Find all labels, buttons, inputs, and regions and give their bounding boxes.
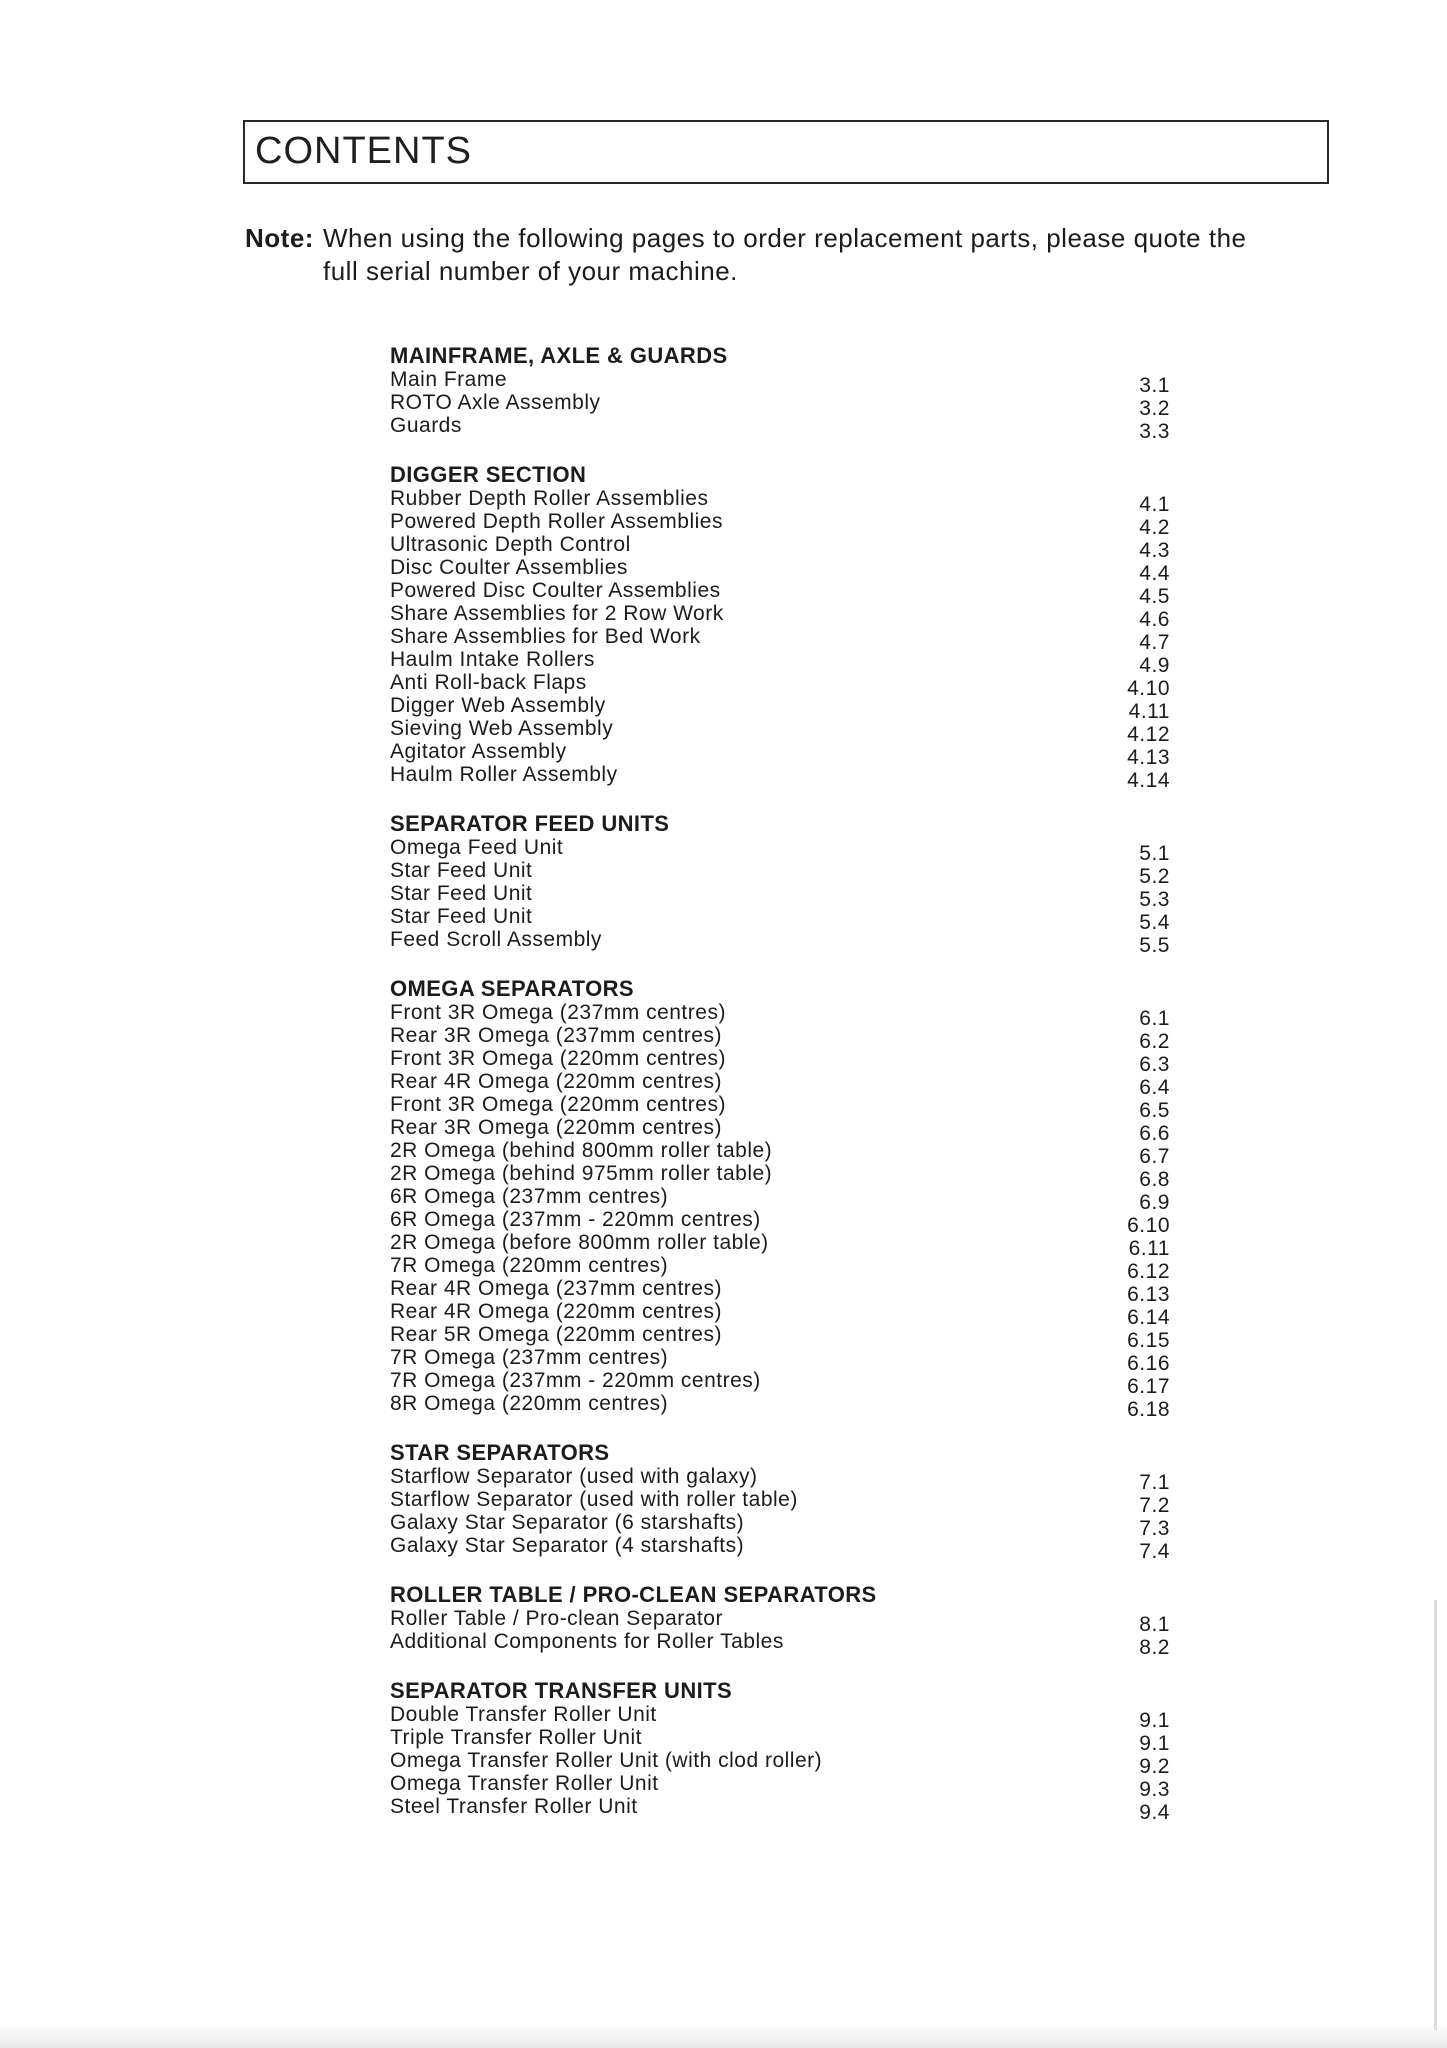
- toc-entry: [390, 1392, 1170, 1421]
- toc-entry-page-number: 6.5: [1139, 1099, 1170, 1122]
- toc-entry-page-number: 6.11: [1128, 1237, 1170, 1260]
- toc-entry: [390, 1346, 1170, 1375]
- toc-entry-page-number: 8.1: [1139, 1613, 1170, 1636]
- toc-entry-label: 7R Omega (220mm centres): [390, 1254, 669, 1277]
- toc-section-title: SEPARATOR TRANSFER UNITS: [390, 1678, 733, 1703]
- toc-entry-label: Rear 5R Omega (220mm centres): [390, 1323, 722, 1346]
- toc-entry-page-number: 4.7: [1139, 631, 1170, 654]
- toc-entry: [390, 1488, 1170, 1517]
- toc-section-title: DIGGER SECTION: [390, 462, 587, 487]
- note-line-2: full serial number of your machine.: [323, 256, 738, 286]
- toc-section-title: OMEGA SEPARATORS: [390, 976, 634, 1001]
- toc-entry-label: Starflow Separator (used with roller table): [390, 1488, 798, 1511]
- toc-entry-page-number: 6.17: [1127, 1375, 1170, 1398]
- toc-entry: [390, 579, 1170, 608]
- toc-entry-label: Steel Transfer Roller Unit: [390, 1795, 638, 1818]
- toc-entry: [390, 533, 1170, 562]
- toc-section-title: ROLLER TABLE / PRO-CLEAN SEPARATORS: [390, 1582, 877, 1607]
- toc-entry-label: 6R Omega (237mm - 220mm centres): [390, 1208, 761, 1231]
- toc-entry-label: Galaxy Star Separator (6 starshafts): [390, 1511, 745, 1534]
- toc-section: [390, 976, 1170, 1421]
- toc-section: [390, 462, 1170, 792]
- toc-entry: [390, 1795, 1170, 1824]
- toc-entry: [390, 1185, 1170, 1214]
- toc-section: [390, 1678, 1170, 1824]
- toc-entry-label: Haulm Roller Assembly: [390, 763, 618, 786]
- toc-entry-label: 2R Omega (behind 975mm roller table): [390, 1162, 773, 1185]
- toc-entry-page-number: 6.6: [1139, 1122, 1170, 1145]
- toc-entry: [390, 1300, 1170, 1329]
- toc-entry-label: Rear 4R Omega (237mm centres): [390, 1277, 722, 1300]
- toc-entry: [390, 1511, 1170, 1540]
- toc-section: [390, 811, 1170, 957]
- note-text-1: When using the following pages to order replacement parts, please quote the: [323, 223, 1247, 253]
- toc-entry-label: Star Feed Unit: [390, 882, 533, 905]
- toc-section: [390, 1440, 1170, 1563]
- toc-entry-page-number: 9.4: [1139, 1801, 1170, 1824]
- note-label: Note:: [245, 223, 314, 253]
- toc-entry-label: 2R Omega (before 800mm roller table): [390, 1231, 769, 1254]
- toc-entry: [390, 905, 1170, 934]
- toc-entry-label: Haulm Intake Rollers: [390, 648, 595, 671]
- toc-entry-label: Rear 4R Omega (220mm centres): [390, 1300, 722, 1323]
- toc-entry-label: Digger Web Assembly: [390, 694, 606, 717]
- toc-entry: [390, 1231, 1170, 1260]
- toc-entry: [390, 368, 1170, 397]
- toc-entry: [390, 1630, 1170, 1659]
- toc-entry-label: Anti Roll-back Flaps: [390, 671, 587, 694]
- toc-entry: [390, 1254, 1170, 1283]
- toc-entry-label: Share Assemblies for Bed Work: [390, 625, 701, 648]
- toc-entry-label: 7R Omega (237mm - 220mm centres): [390, 1369, 761, 1392]
- toc-entry-page-number: 4.12: [1127, 723, 1170, 746]
- toc-entry-page-number: 3.1: [1139, 374, 1170, 397]
- toc-entry-label: Galaxy Star Separator (4 starshafts): [390, 1534, 745, 1557]
- toc-entry: [390, 1139, 1170, 1168]
- toc-entry-label: Feed Scroll Assembly: [390, 928, 602, 951]
- toc-entry: [390, 1703, 1170, 1732]
- toc-entry-label: 8R Omega (220mm centres): [390, 1392, 669, 1415]
- toc-entry-page-number: 8.2: [1139, 1636, 1170, 1659]
- toc-entry-label: Front 3R Omega (220mm centres): [390, 1047, 726, 1070]
- toc-entry-page-number: 6.10: [1127, 1214, 1170, 1237]
- toc-section-title: MAINFRAME, AXLE & GUARDS: [390, 343, 728, 368]
- toc-entry-page-number: 3.2: [1139, 397, 1170, 420]
- toc-entry: [390, 740, 1170, 769]
- toc-entry-label: Powered Disc Coulter Assemblies: [390, 579, 721, 602]
- toc-entry: [390, 602, 1170, 631]
- toc-entry-label: Star Feed Unit: [390, 859, 533, 882]
- toc-entry-page-number: 9.1: [1139, 1709, 1170, 1732]
- toc-entry-page-number: 4.6: [1139, 608, 1170, 631]
- toc-entry-page-number: 6.7: [1139, 1145, 1170, 1168]
- toc-entry-label: Powered Depth Roller Assemblies: [390, 510, 723, 533]
- toc-section-title: SEPARATOR FEED UNITS: [390, 811, 670, 836]
- toc-entry-page-number: 9.1: [1139, 1732, 1170, 1755]
- toc-entry: [390, 859, 1170, 888]
- toc-entry-label: Rear 3R Omega (237mm centres): [390, 1024, 722, 1047]
- toc-entry: [390, 391, 1170, 420]
- toc-entry: [390, 717, 1170, 746]
- toc-entry: [390, 1047, 1170, 1076]
- toc-entry-page-number: 4.14: [1127, 769, 1170, 792]
- toc-entry-label: Rear 3R Omega (220mm centres): [390, 1116, 722, 1139]
- toc-entry-page-number: 7.1: [1139, 1471, 1170, 1494]
- toc-entry-page-number: 7.2: [1139, 1494, 1170, 1517]
- contents-title-box: [243, 120, 1329, 184]
- toc-entry-label: Sieving Web Assembly: [390, 717, 614, 740]
- toc-entry: [390, 1116, 1170, 1145]
- toc-entry: [390, 414, 1170, 443]
- toc-entry-label: Roller Table / Pro-clean Separator: [390, 1607, 723, 1630]
- page-title: CONTENTS: [255, 130, 472, 172]
- note-paragraph: [245, 222, 1335, 288]
- toc-entry: [390, 1607, 1170, 1636]
- toc-entry-page-number: 4.5: [1139, 585, 1170, 608]
- toc-entry-label: Guards: [390, 414, 462, 437]
- toc-entry-page-number: 4.13: [1127, 746, 1170, 769]
- note-line-1: [245, 222, 1335, 255]
- toc-entry: [390, 928, 1170, 957]
- toc-entry-page-number: 6.13: [1127, 1283, 1170, 1306]
- toc-entry-label: 2R Omega (behind 800mm roller table): [390, 1139, 773, 1162]
- toc-entry: [390, 648, 1170, 677]
- toc-entry-page-number: 6.16: [1127, 1352, 1170, 1375]
- toc-entry-label: Star Feed Unit: [390, 905, 533, 928]
- toc-entry: [390, 556, 1170, 585]
- toc-entry: [390, 625, 1170, 654]
- toc-entry-label: 6R Omega (237mm centres): [390, 1185, 669, 1208]
- toc-entry-label: 7R Omega (237mm centres): [390, 1346, 669, 1369]
- toc-entry: [390, 1024, 1170, 1053]
- toc-entry-label: Disc Coulter Assemblies: [390, 556, 628, 579]
- toc-entry-page-number: 5.4: [1139, 911, 1170, 934]
- toc-entry-page-number: 6.14: [1127, 1306, 1170, 1329]
- toc-entry-page-number: 9.3: [1139, 1778, 1170, 1801]
- toc-entry-page-number: 4.1: [1139, 493, 1170, 516]
- toc-entry-page-number: 4.4: [1139, 562, 1170, 585]
- toc-entry-page-number: 5.5: [1139, 934, 1170, 957]
- scan-right-edge: [1434, 1600, 1437, 2030]
- toc-entry-label: ROTO Axle Assembly: [390, 391, 601, 414]
- toc-entry: [390, 1465, 1170, 1494]
- toc-entry-page-number: 6.4: [1139, 1076, 1170, 1099]
- toc-entry-label: Rear 4R Omega (220mm centres): [390, 1070, 722, 1093]
- toc-entry: [390, 510, 1170, 539]
- scan-bottom-edge: [0, 2022, 1447, 2048]
- toc-entry-label: Omega Transfer Roller Unit: [390, 1772, 659, 1795]
- toc-entry: [390, 1070, 1170, 1099]
- toc-entry-label: Additional Components for Roller Tables: [390, 1630, 784, 1653]
- toc-entry-label: Front 3R Omega (237mm centres): [390, 1001, 726, 1024]
- toc-entry: [390, 836, 1170, 865]
- toc-entry: [390, 1093, 1170, 1122]
- toc-section: [390, 1582, 1170, 1659]
- toc-entry-label: Main Frame: [390, 368, 508, 391]
- toc-entry-page-number: 6.18: [1127, 1398, 1170, 1421]
- toc-entry-page-number: 3.3: [1139, 420, 1170, 443]
- toc-entry-page-number: 5.2: [1139, 865, 1170, 888]
- toc-entry: [390, 1772, 1170, 1801]
- toc-entry-label: Omega Transfer Roller Unit (with clod roller): [390, 1749, 823, 1772]
- toc-entry: [390, 1001, 1170, 1030]
- toc-entry-page-number: 7.3: [1139, 1517, 1170, 1540]
- toc-entry-label: Starflow Separator (used with galaxy): [390, 1465, 758, 1488]
- toc-entry-label: Rubber Depth Roller Assemblies: [390, 487, 709, 510]
- toc-entry-label: Omega Feed Unit: [390, 836, 564, 859]
- toc-entry-page-number: 6.9: [1139, 1191, 1170, 1214]
- toc-entry-page-number: 4.10: [1127, 677, 1170, 700]
- toc-entry-page-number: 4.11: [1128, 700, 1170, 723]
- toc-entry: [390, 1323, 1170, 1352]
- toc-entry: [390, 694, 1170, 723]
- toc-entry: [390, 1726, 1170, 1755]
- toc-entry-label: Triple Transfer Roller Unit: [390, 1726, 642, 1749]
- toc-entry-page-number: 5.3: [1139, 888, 1170, 911]
- toc-entry-page-number: 7.4: [1139, 1540, 1170, 1563]
- toc-entry-page-number: 4.9: [1139, 654, 1170, 677]
- toc-entry: [390, 1749, 1170, 1778]
- toc-section: [390, 343, 1170, 443]
- toc-entry-page-number: 9.2: [1139, 1755, 1170, 1778]
- toc-entry: [390, 1277, 1170, 1306]
- toc-entry-page-number: 6.12: [1127, 1260, 1170, 1283]
- toc-entry: [390, 1208, 1170, 1237]
- table-of-contents: [390, 344, 1170, 1844]
- toc-entry-page-number: 6.15: [1127, 1329, 1170, 1352]
- toc-entry-page-number: 5.1: [1139, 842, 1170, 865]
- toc-entry: [390, 1534, 1170, 1563]
- toc-entry: [390, 671, 1170, 700]
- toc-entry-page-number: 4.3: [1139, 539, 1170, 562]
- toc-entry-label: Double Transfer Roller Unit: [390, 1703, 657, 1726]
- toc-section-title: STAR SEPARATORS: [390, 1440, 610, 1465]
- toc-entry-label: Share Assemblies for 2 Row Work: [390, 602, 724, 625]
- toc-entry-page-number: 6.3: [1139, 1053, 1170, 1076]
- toc-entry: [390, 1162, 1170, 1191]
- toc-entry-page-number: 6.1: [1139, 1007, 1170, 1030]
- toc-entry-page-number: 4.2: [1139, 516, 1170, 539]
- toc-entry-label: Front 3R Omega (220mm centres): [390, 1093, 726, 1116]
- toc-entry-page-number: 6.2: [1139, 1030, 1170, 1053]
- toc-entry-page-number: 6.8: [1139, 1168, 1170, 1191]
- toc-entry-label: Ultrasonic Depth Control: [390, 533, 631, 556]
- toc-entry-label: Agitator Assembly: [390, 740, 567, 763]
- toc-entry: [390, 1369, 1170, 1398]
- toc-entry: [390, 763, 1170, 792]
- toc-entry: [390, 882, 1170, 911]
- toc-entry: [390, 487, 1170, 516]
